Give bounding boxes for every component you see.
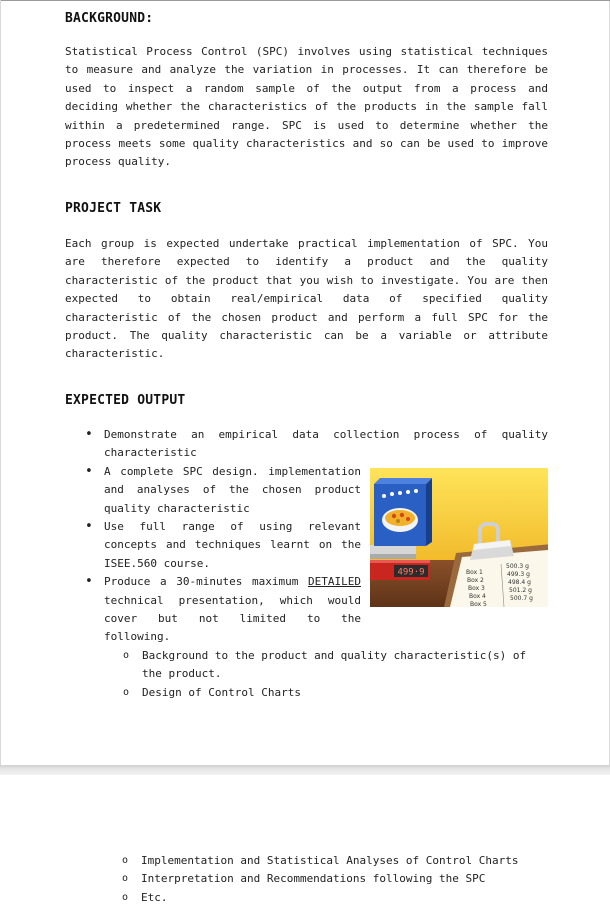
bullet-text: Use full range of using relevant concepts and techniques learnt on the ISEE.560 course.: [104, 520, 361, 570]
box-label: Box 4: [469, 593, 486, 600]
page-separator: [0, 765, 610, 775]
bullet-text: Produce a 30-minutes maximum: [104, 575, 309, 589]
list-item: [85, 518, 361, 573]
bullet-text: technical presentation, which would cover but not limited to the following.: [104, 593, 361, 644]
bullet-text: A complete SPC design. implementation and analyses of the chosen product quality characteristic: [104, 464, 361, 515]
sub-list-item: o Etc.: [122, 889, 519, 907]
detailed-emphasis: DETAILED: [308, 575, 361, 589]
bullet-text: Demonstrate an empirical data collection process of quality characteristic: [104, 428, 548, 460]
sub-list-item: o Design of Control Charts: [123, 684, 361, 702]
weight-value: 500.7 g: [510, 595, 533, 602]
svg-text:500.3 g 499.3 g: [506, 563, 534, 602]
cereal-box-icon: [374, 478, 432, 546]
background-paragraph: Statistical Process Control (SPC) involves using statistical techniques to measure and analyze the variation in processes. It can therefore be used to inspect a random sample of the output from a process and deciding whether the characteristics of the products in the sample fall within a predetermined range. SPC is used to determine whether the process meets some quality characteristics and so can be used to improve process quality.: [65, 45, 548, 169]
weight-value: 498.4 g: [508, 579, 531, 586]
box-label: Box 1: [466, 569, 483, 576]
sub-list-item: o Background to the product and quality characteristic(s) of the product.: [123, 647, 548, 684]
sub-list-item: o Implementation and Statistical Analyses of Control Charts: [122, 852, 519, 870]
document-page-2: [0, 775, 610, 908]
weight-value: 500.3 g: [506, 563, 529, 570]
sub-list: [123, 647, 527, 702]
weight-value: 501.2 g: [509, 587, 532, 594]
box-label: Box 2: [467, 577, 484, 584]
box-label: Box 3: [468, 585, 485, 592]
project-task-paragraph: Each group is expected undertake practical implementation of SPC. You are therefore expected to identify a product and the quality characteristic of the product that you wish to investigate. You are then expected to obtain real/empirical data of specified quality characteristic of the chosen product and perform a full SPC for the product. The quality characteristic can be a variable or attribute characteristic.: [65, 237, 548, 361]
svg-text:Box 1 Box 2 Bo: [466, 569, 488, 607]
background-heading: BACKGROUND:: [65, 11, 154, 26]
box-label: Box 5: [470, 601, 487, 607]
project-task-heading: PROJECT TASK: [65, 201, 162, 216]
sub-list-item: o Interpretation and Recommendations following the SPC: [122, 870, 519, 888]
page-top-rule: [1, 0, 610, 1]
list-item: [85, 426, 548, 463]
sub-list-continued: [122, 852, 519, 907]
weight-value: 499.3 g: [507, 571, 530, 578]
spc-weighing-illustration: [370, 468, 548, 607]
expected-output-heading: EXPECTED OUTPUT: [65, 393, 186, 408]
list-item: [85, 463, 361, 518]
scale-readout: 499·9: [397, 567, 425, 578]
